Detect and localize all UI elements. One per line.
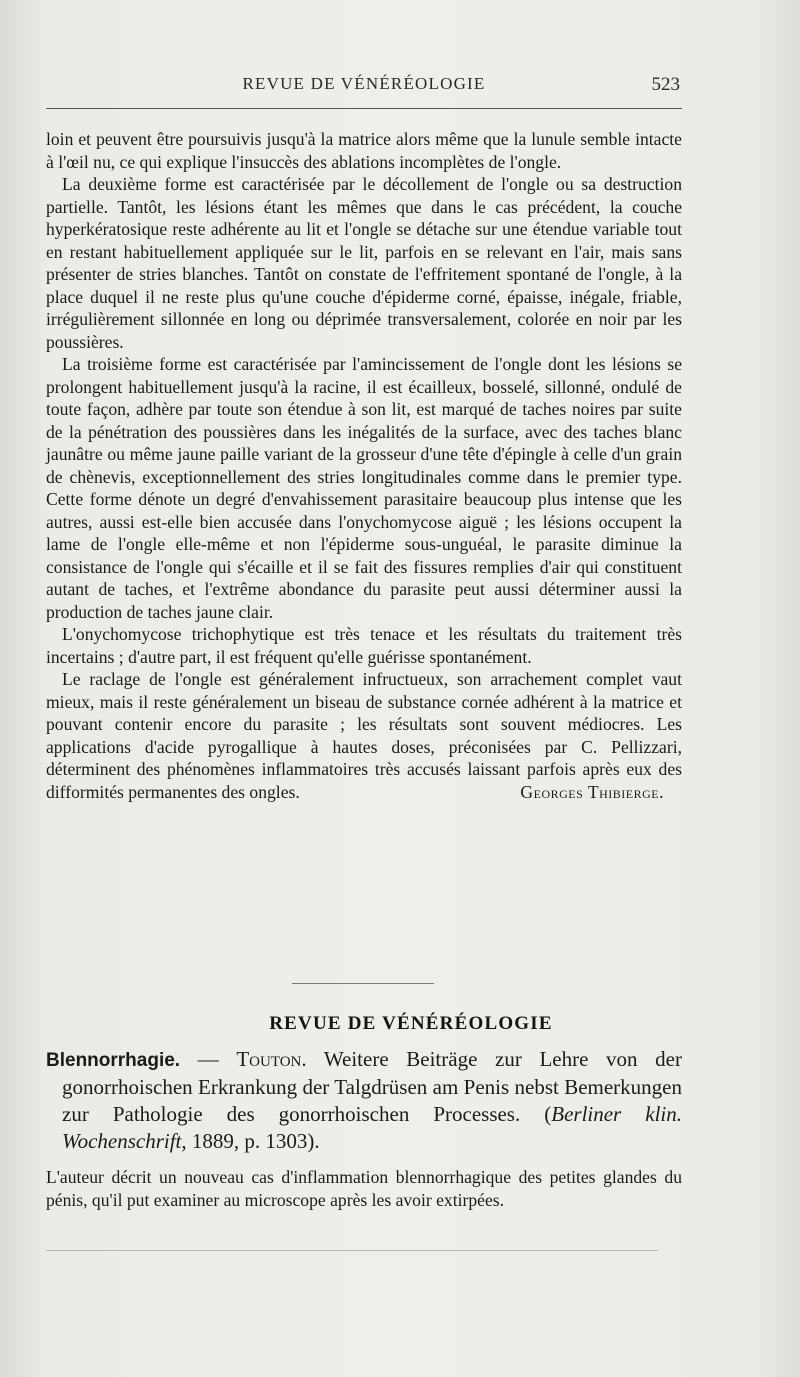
paragraph-third-form: La troisième forme est caractérisée par l'amincissement de l'ongle dont les lésions se prolongent habituellement jusqu'à la racine, il est écailleux, bosselé, sillonné, ondulé de toute façon, adhère par toute son étendue à son lit, est marqué de taches noires par suite de la pénétration des poussières dans les inégalités de la surface, avec des taches blanc jaunâtre ou même jaune paille variant de la grosseur d'une tête d'épingle à celle d'un grain de chènevis, exceptionnellement des stries longitudinales comme dans le premier type. Cette forme dénote un degré d'envahissement parasitaire beaucoup plus intense que les autres, aussi est-elle bien accusée dans l'onychomycose aiguë ; les lésions occupent la lame de l'ongle elle-même et non l'épiderme sous-unguéal, le parasite diminue la consistance de l'ongle qui s'écaille et il se fait des fissures remplies d'air qui constituent autant de taches, et l'extrême abondance du parasite peut aussi déterminer aussi la production de taches jaune clair. <box>46 354 682 622</box>
citation-dash: — <box>180 1047 237 1071</box>
running-head <box>46 74 682 96</box>
review-citation <box>46 1046 682 1155</box>
running-title: REVUE DE VÉNÉRÉOLOGIE <box>242 74 486 93</box>
citation-author: Touton. <box>236 1047 307 1071</box>
paragraph-second-form: La deuxième forme est caractérisée par le décollement de l'ongle ou sa destruction partielle. Tantôt, les lésions étant les mêmes que dans le cas précédent, la couche hyperkératosique reste adhérente au lit et l'ongle se détache sur une étendue variable tout en restant habituellement appliquée sur le lit, parfois en se relevant en l'air, mais sans présenter de stries blanches. Tantôt on constate de l'effritement spontané de l'ongle, à la place duquel il ne reste plus qu'une couche d'épiderme corné, épaisse, inégale, friable, irrégulièrement sillonnée en long ou déprimée transversalement, colorée en noir par les poussières. <box>46 174 682 352</box>
review-abstract <box>46 1166 682 1211</box>
article-body <box>46 128 682 803</box>
abstract-text: L'auteur décrit un nouveau cas d'inflammation blennorrhagique des petites glandes du pénis, qu'il put examiner au microscope après les avoir extirpées. <box>46 1167 682 1210</box>
author-signature: Georges Thibierge. <box>520 781 664 802</box>
paragraph-treatment <box>46 668 682 803</box>
citation-open-paren: ( <box>520 1102 552 1126</box>
citation-block <box>46 1046 682 1155</box>
citation-journal: Berliner klin. Wochenschrift <box>62 1102 682 1153</box>
section-heading: REVUE DE VÉNÉRÉOLOGIE <box>269 1013 553 1034</box>
bottom-rule <box>46 1250 658 1251</box>
paragraph-continuation: loin et peuvent être poursuivis jusqu'à la matrice alors même que la lunule semble intacte à l'œil nu, ce qui explique l'insuccès des ablations incomplètes de l'ongle. <box>46 129 682 172</box>
paragraph-prognosis: L'onychomycose trichophytique est très tenace et les résultats du traitement très incertains ; d'autre part, il est fréquent qu'elle guérisse spontanément. <box>46 624 682 667</box>
page-number: 523 <box>651 74 680 95</box>
citation-details: , 1889, p. 1303). <box>181 1129 320 1153</box>
section-separator <box>292 983 434 984</box>
citation-title: Weitere Beiträge zur Lehre von der gonorrhoischen Erkrankung der Talgdrüsen am Penis nebst Bemerkungen zur Pathologie des gonorrhoischen Processes. <box>62 1047 682 1126</box>
paragraph-treatment-text: Le raclage de l'ongle est généralement infructueux, son arrachement complet vaut mieux, mais il reste généralement un biseau de substance cornée adhérent à la matrice et pouvant contenir encore du parasite ; les résultats sont souvent médiocres. Les applications d'acide pyrogallique à hautes doses, préconisées par C. Pellizzari, déterminent des phénomènes inflammatoires très accusés laissant parfois après eux des difformités permanentes des ongles. <box>46 669 682 802</box>
header-rule <box>46 108 682 109</box>
citation-lead: Blennorrhagie. <box>46 1050 181 1071</box>
